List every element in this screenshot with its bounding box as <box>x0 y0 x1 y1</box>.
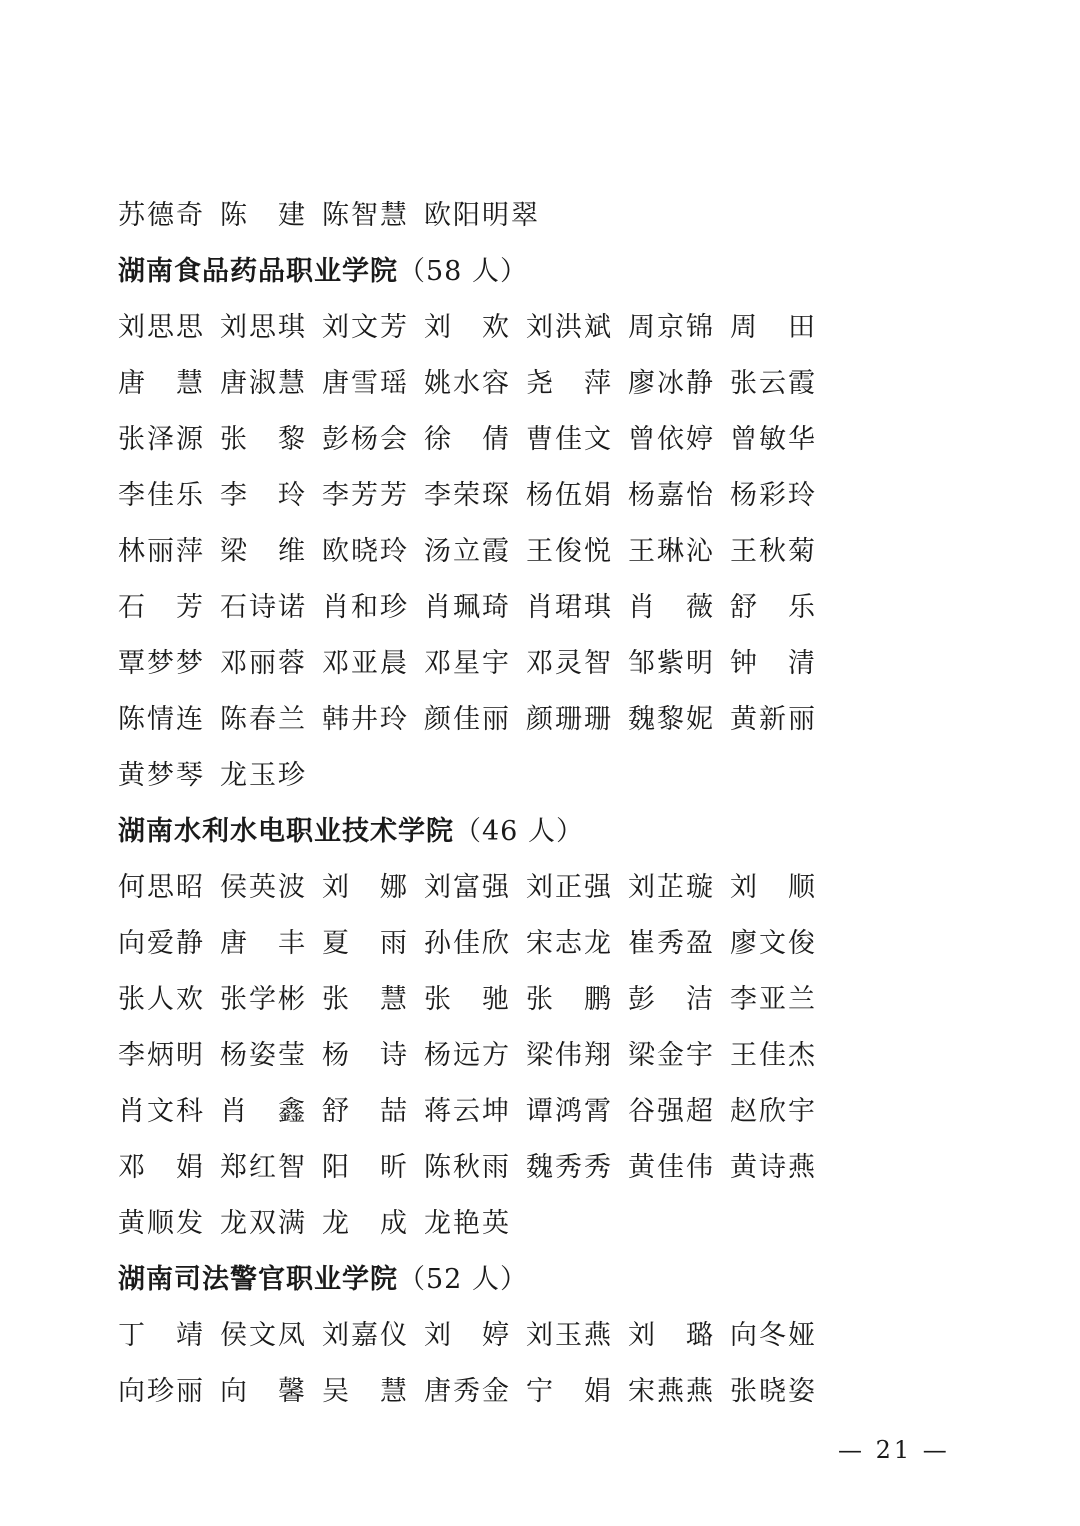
person-name: 黄梦琴 <box>118 759 205 791</box>
person-name: 苏德奇 <box>118 199 205 231</box>
person-name: 陈情连 <box>118 703 205 735</box>
person-name: 曾敏华 <box>730 423 817 455</box>
person-name: 韩井玲 <box>322 703 409 735</box>
college-name: 湖南食品药品职业学院 <box>118 255 398 287</box>
person-name: 刘正强 <box>526 871 613 903</box>
college-count: （46 人） <box>454 815 584 847</box>
person-name: 邓 娟 <box>118 1151 205 1183</box>
person-name: 李炳明 <box>118 1039 205 1071</box>
person-name: 汤立霞 <box>424 535 511 567</box>
person-name: 梁金宇 <box>628 1039 715 1071</box>
person-name: 张晓姿 <box>730 1375 817 1407</box>
person-name: 宋志龙 <box>526 927 613 959</box>
person-name: 李芳芳 <box>322 479 409 511</box>
name-row <box>118 1080 838 1136</box>
person-name: 张 黎 <box>220 423 307 455</box>
name-row <box>118 1192 838 1248</box>
person-name: 向 馨 <box>220 1375 307 1407</box>
person-name: 黄顺发 <box>118 1207 205 1239</box>
college-count: （58 人） <box>398 255 528 287</box>
person-name: 梁 维 <box>220 535 307 567</box>
person-name: 肖 薇 <box>628 591 715 623</box>
person-name: 孙佳欣 <box>424 927 511 959</box>
person-name: 赵欣宇 <box>730 1095 817 1127</box>
name-row <box>118 184 838 240</box>
person-name: 肖和珍 <box>322 591 409 623</box>
person-name: 魏秀秀 <box>526 1151 613 1183</box>
person-name: 石 芳 <box>118 591 205 623</box>
person-name: 刘文芳 <box>322 311 409 343</box>
person-name: 颜佳丽 <box>424 703 511 735</box>
name-row <box>118 408 838 464</box>
name-row <box>118 1304 838 1360</box>
person-name: 谭鸿霄 <box>526 1095 613 1127</box>
person-name: 邓灵智 <box>526 647 613 679</box>
person-name: 张人欢 <box>118 983 205 1015</box>
name-row <box>118 352 838 408</box>
name-row <box>118 968 838 1024</box>
person-name: 陈春兰 <box>220 703 307 735</box>
person-name: 欧阳明翠 <box>424 199 540 231</box>
person-name: 丁 靖 <box>118 1319 205 1351</box>
person-name: 崔秀盈 <box>628 927 715 959</box>
person-name: 张学彬 <box>220 983 307 1015</box>
person-name: 舒 喆 <box>322 1095 409 1127</box>
person-name: 杨远方 <box>424 1039 511 1071</box>
person-name: 邓丽蓉 <box>220 647 307 679</box>
name-row <box>118 912 838 968</box>
person-name: 向珍丽 <box>118 1375 205 1407</box>
name-row <box>118 1136 838 1192</box>
person-name: 陈秋雨 <box>424 1151 511 1183</box>
person-name: 石诗诺 <box>220 591 307 623</box>
college-heading <box>118 1248 838 1304</box>
college-count: （52 人） <box>398 1263 528 1295</box>
person-name: 杨伍娟 <box>526 479 613 511</box>
college-name: 湖南司法警官职业学院 <box>118 1263 398 1295</box>
person-name: 肖珺琪 <box>526 591 613 623</box>
person-name: 杨嘉怡 <box>628 479 715 511</box>
name-row <box>118 744 838 800</box>
college-heading <box>118 240 838 296</box>
person-name: 邓亚晨 <box>322 647 409 679</box>
person-name: 龙艳英 <box>424 1207 511 1239</box>
person-name: 刘 娜 <box>322 871 409 903</box>
person-name: 徐 倩 <box>424 423 511 455</box>
person-name: 彭杨会 <box>322 423 409 455</box>
person-name: 刘芷璇 <box>628 871 715 903</box>
person-name: 廖文俊 <box>730 927 817 959</box>
person-name: 舒 乐 <box>730 591 817 623</box>
person-name: 李亚兰 <box>730 983 817 1015</box>
person-name: 欧晓玲 <box>322 535 409 567</box>
person-name: 肖文科 <box>118 1095 205 1127</box>
person-name: 杨姿莹 <box>220 1039 307 1071</box>
person-name: 姚水容 <box>424 367 511 399</box>
person-name: 张泽源 <box>118 423 205 455</box>
person-name: 王秋菊 <box>730 535 817 567</box>
person-name: 阳 昕 <box>322 1151 409 1183</box>
person-name: 张 慧 <box>322 983 409 1015</box>
person-name: 肖 鑫 <box>220 1095 307 1127</box>
name-row <box>118 1024 838 1080</box>
person-name: 吴 慧 <box>322 1375 409 1407</box>
person-name: 王俊悦 <box>526 535 613 567</box>
person-name: 曹佳文 <box>526 423 613 455</box>
person-name: 刘富强 <box>424 871 511 903</box>
person-name: 黄诗燕 <box>730 1151 817 1183</box>
name-row <box>118 688 838 744</box>
person-name: 唐秀金 <box>424 1375 511 1407</box>
person-name: 王琳沁 <box>628 535 715 567</box>
person-name: 刘洪斌 <box>526 311 613 343</box>
person-name: 侯文凤 <box>220 1319 307 1351</box>
person-name: 唐雪瑶 <box>322 367 409 399</box>
person-name: 张云霞 <box>730 367 817 399</box>
person-name: 梁伟翔 <box>526 1039 613 1071</box>
person-name: 李佳乐 <box>118 479 205 511</box>
name-row <box>118 1360 838 1416</box>
person-name: 颜珊珊 <box>526 703 613 735</box>
person-name: 魏黎妮 <box>628 703 715 735</box>
person-name: 刘思琪 <box>220 311 307 343</box>
college-name: 湖南水利水电职业技术学院 <box>118 815 454 847</box>
person-name: 刘 璐 <box>628 1319 715 1351</box>
name-row <box>118 520 838 576</box>
person-name: 刘嘉仪 <box>322 1319 409 1351</box>
name-row <box>118 296 838 352</box>
page-number: — 21 — <box>838 1436 950 1464</box>
person-name: 陈智慧 <box>322 199 409 231</box>
person-name: 彭 洁 <box>628 983 715 1015</box>
person-name: 谷强超 <box>628 1095 715 1127</box>
person-name: 刘 婷 <box>424 1319 511 1351</box>
person-name: 覃梦梦 <box>118 647 205 679</box>
person-name: 王佳杰 <box>730 1039 817 1071</box>
name-list-content <box>118 184 838 1416</box>
person-name: 龙玉珍 <box>220 759 307 791</box>
person-name: 侯英波 <box>220 871 307 903</box>
person-name: 蒋云坤 <box>424 1095 511 1127</box>
person-name: 刘 顺 <box>730 871 817 903</box>
person-name: 刘 欢 <box>424 311 511 343</box>
college-heading <box>118 800 838 856</box>
person-name: 黄佳伟 <box>628 1151 715 1183</box>
person-name: 唐淑慧 <box>220 367 307 399</box>
person-name: 周 田 <box>730 311 817 343</box>
name-row <box>118 632 838 688</box>
person-name: 何思昭 <box>118 871 205 903</box>
person-name: 夏 雨 <box>322 927 409 959</box>
person-name: 刘玉燕 <box>526 1319 613 1351</box>
person-name: 李 玲 <box>220 479 307 511</box>
person-name: 向爱静 <box>118 927 205 959</box>
person-name: 廖冰静 <box>628 367 715 399</box>
person-name: 陈 建 <box>220 199 307 231</box>
person-name: 尧 萍 <box>526 367 613 399</box>
name-row <box>118 464 838 520</box>
person-name: 刘思思 <box>118 311 205 343</box>
person-name: 向冬娅 <box>730 1319 817 1351</box>
person-name: 李荣琛 <box>424 479 511 511</box>
name-row <box>118 856 838 912</box>
person-name: 邹紫明 <box>628 647 715 679</box>
person-name: 杨彩玲 <box>730 479 817 511</box>
person-name: 肖珮琦 <box>424 591 511 623</box>
person-name: 郑红智 <box>220 1151 307 1183</box>
person-name: 周京锦 <box>628 311 715 343</box>
person-name: 黄新丽 <box>730 703 817 735</box>
person-name: 唐 丰 <box>220 927 307 959</box>
person-name: 张 鹏 <box>526 983 613 1015</box>
person-name: 林丽萍 <box>118 535 205 567</box>
person-name: 曾依婷 <box>628 423 715 455</box>
person-name: 杨 诗 <box>322 1039 409 1071</box>
person-name: 宁 娟 <box>526 1375 613 1407</box>
person-name: 钟 清 <box>730 647 817 679</box>
person-name: 宋燕燕 <box>628 1375 715 1407</box>
person-name: 张 驰 <box>424 983 511 1015</box>
person-name: 唐 慧 <box>118 367 205 399</box>
name-row <box>118 576 838 632</box>
person-name: 龙双满 <box>220 1207 307 1239</box>
person-name: 邓星宇 <box>424 647 511 679</box>
person-name: 龙 成 <box>322 1207 409 1239</box>
